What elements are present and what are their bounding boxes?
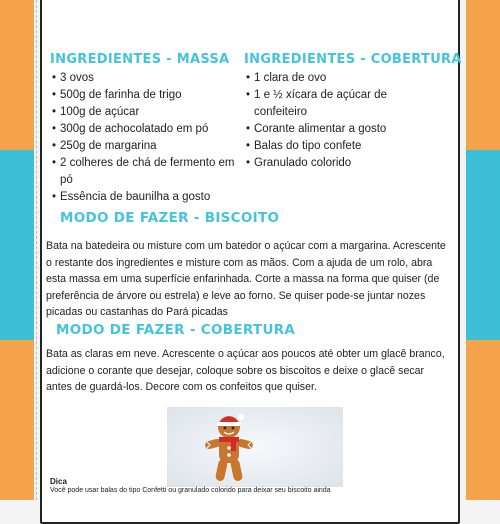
cobertura-ingredients-list — [246, 70, 421, 172]
list-item: • Balas do tipo confete — [246, 138, 421, 155]
modo-biscoito-heading: MODO DE FAZER - BISCOITO — [60, 210, 280, 226]
left-blue-stripe — [0, 150, 34, 340]
massa-ingredients-list — [52, 70, 242, 206]
right-blue-stripe — [466, 150, 500, 340]
list-item: • Corante alimentar a gosto — [246, 121, 421, 138]
list-item: • Essência de baunilha a gosto — [52, 189, 242, 206]
gingerbread-cookie-image — [167, 407, 343, 487]
recipe-card — [40, 0, 460, 524]
tip-text: Você pode usar balas do tipo Confetti ou granulado colorido para deixar seu biscoito ainda — [50, 487, 331, 494]
list-item: • 3 ovos — [52, 70, 242, 87]
left-orange-stripe — [0, 0, 34, 150]
list-item: • 500g de farinha de trigo — [52, 87, 242, 104]
modo-cobertura-text: Bata as claras em neve. Acrescente o açúcar aos poucos até obter um glacê branco, adicione o corante que desejar, coloque sobre os biscoitos e deixe o glacê secar antes de guardá-los. Decore com os confeitos que quiser. — [46, 348, 445, 393]
gingerbread-man-icon — [167, 407, 343, 487]
list-item: • 250g de margarina — [52, 138, 242, 155]
modo-cobertura-heading: MODO DE FAZER - COBERTURA — [56, 322, 296, 338]
list-item: • 1 e ½ xícara de açúcar de confeiteiro — [246, 87, 421, 121]
list-item: • 2 colheres de chá de fermento em pó — [52, 155, 242, 189]
right-orange-stripe-bottom — [466, 340, 500, 500]
list-item: • Granulado colorido — [246, 155, 421, 172]
list-item: • 1 clara de ovo — [246, 70, 421, 87]
modo-biscoito-text: Bata na batedeira ou misture com um batedor o açúcar com a margarina. Acrescente o restante dos ingredientes e misture com as mãos. Com a ajuda de um rolo, abra esta massa em uma superfície enfarinhada. Corte a massa na forma que quiser (de preferência de árvore ou estrela) e leve ao forno. Se quiser pode-se juntar nozes picadas ou castanhas do Pará picadas — [46, 240, 446, 318]
list-item: • 300g de achocolatado em pó — [52, 121, 242, 138]
cobertura-heading: INGREDIENTES - COBERTURA — [244, 52, 462, 67]
tip-label: Dica — [50, 477, 67, 486]
left-orange-stripe-bottom — [0, 340, 34, 500]
right-orange-stripe — [466, 0, 500, 150]
recipe-title — [42, 0, 458, 1]
list-item: • 100g de açúcar — [52, 104, 242, 121]
massa-heading: INGREDIENTES - MASSA — [50, 52, 230, 67]
